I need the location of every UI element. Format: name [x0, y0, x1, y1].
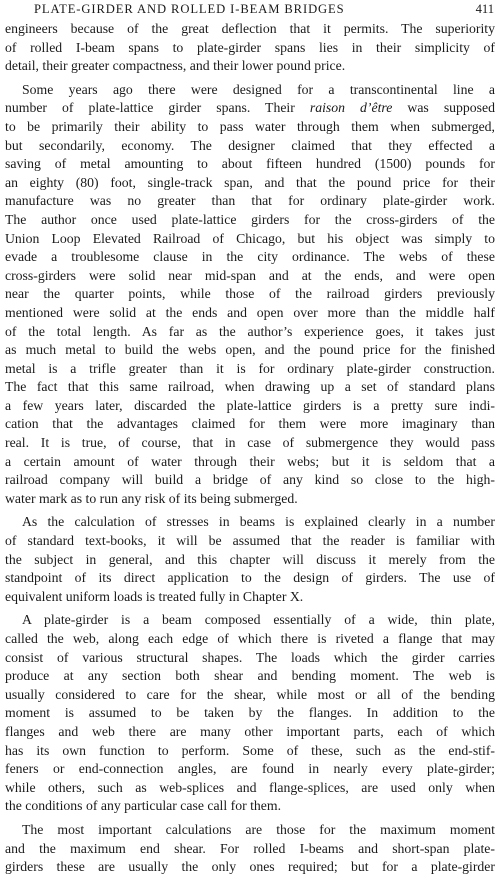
text-line: a few years later, discarded the plate-lattice girders is a pretty sure indi- [5, 397, 495, 413]
text-line: detail, their greater compactness, and their lower pound price. [5, 58, 346, 74]
page-header [14, 2, 494, 18]
running-head: PLATE-GIRDER AND ROLLED I-BEAM BRIDGES [34, 2, 345, 16]
text-line: metal is a trifle greater than it is for ordinary plate-girder construction. [5, 360, 495, 376]
text-line: The author once used plate-lattice girders for the cross-girders of the [5, 211, 495, 227]
paragraph [5, 821, 495, 877]
text-line: standpoint of its direct application to the design of girders. The use of [5, 570, 495, 586]
body-text [5, 20, 495, 877]
text-line: engineers because of the great deflection that it permits. The superiority [5, 21, 495, 36]
italic-phrase: raison d’être [309, 100, 393, 116]
text-line: flanges and web there are many other important parts, each of which [5, 723, 495, 739]
text-fragment: was supposed [392, 100, 495, 116]
text-line: a certain amount of water through their webs; but it is seldom that a [5, 453, 495, 469]
text-line: of the total length. As far as the author’s experience goes, it takes just [5, 323, 495, 339]
text-line: but secondarily, economy. The designer claimed that they effected a [5, 137, 495, 153]
text-line: of rolled I-beam spans to plate-girder spans lies in their simplicity of [5, 39, 495, 55]
text-line: equivalent uniform loads is treated fully in Chapter X. [5, 588, 304, 604]
text-line: Union Loop Elevated Railroad of Chicago, but his object was simply to [5, 230, 495, 246]
text-line: girders these are usually the only ones required; but for a plate-girder [5, 859, 495, 875]
text-line: to be primarily their ability to pass water through them when submerged, [5, 118, 495, 134]
text-line: manufacture was no greater than that for ordinary plate-girder work. [5, 193, 495, 209]
text-line: moment is assumed to be taken by the flanges. In addition to the [5, 705, 495, 721]
text-line: A plate-girder is a beam composed essentially of a wide, thin plate, [22, 612, 495, 628]
text-line: as much metal to build the webs open, and the pound price for the finished [5, 342, 495, 358]
text-fragment: number of plate-lattice girder spans. Their [5, 100, 310, 116]
text-line: usually considered to care for the shear, while most or all of the bending [5, 686, 495, 702]
text-line: of standard text-books, it will be assumed that the reader is familiar with [5, 533, 495, 549]
text-line: the conditions of any particular case call for them. [5, 798, 282, 814]
text-line: Some years ago there were designed for a transcontinental line a [22, 81, 495, 97]
text-line: mentioned were solid at the ends and open over more than the middle half [5, 304, 495, 320]
page-number: 411 [475, 2, 494, 16]
text-line [5, 99, 495, 118]
text-line: an eighty (80) foot, single-track span, and that the pound price for their [5, 174, 495, 190]
text-line: cross-girders were solid near mid-span and at the ends, and were open [5, 267, 495, 283]
text-line: saving of metal amounting to about fifteen hundred (1500) pounds for [5, 156, 495, 172]
text-line: called the web, along each edge of which there is riveted a flange that may [5, 631, 495, 646]
text-line: near the quarter points, while those of the railroad girders previously [5, 286, 495, 302]
text-line: evade a troublesome clause in the city ordinance. The webs of these [5, 249, 495, 265]
text-line: cation that the advantages claimed for them were more imaginary than [5, 416, 495, 432]
paragraph [5, 20, 495, 76]
text-line: consist of various structural shapes. The loads which the girder carries [5, 649, 495, 665]
text-line: real. It is true, of course, that in case of submergence they would pass [5, 435, 495, 451]
text-line: feners or end-connection angles, are found in nearly every plate-girder; [5, 761, 495, 777]
text-line: while others, such as web-splices and flange-splices, are used only when [5, 779, 495, 795]
text-line: The fact that this same railroad, when drawing up a set of standard plans [5, 379, 495, 395]
text-line: railroad company will build a bridge of any kind so close to the high- [5, 472, 495, 488]
paragraph [5, 513, 495, 606]
text-line: As the calculation of stresses in beams is explained clearly in a number [22, 514, 495, 530]
paragraph [5, 611, 495, 816]
text-line: has its own function to perform. Some of these, such as the end-stif- [5, 742, 495, 758]
text-line: produce at any section both shear and bending moment. The web is [5, 668, 495, 684]
text-line: water mark as to run any risk of its being submerged. [5, 490, 298, 506]
text-line: The most important calculations are those for the maximum moment [22, 821, 495, 837]
paragraph [5, 81, 495, 509]
text-line: and the maximum end shear. For rolled I-beams and short-span plate- [5, 840, 495, 856]
text-line: the subject in general, and this chapter will discuss it merely from the [5, 551, 495, 567]
